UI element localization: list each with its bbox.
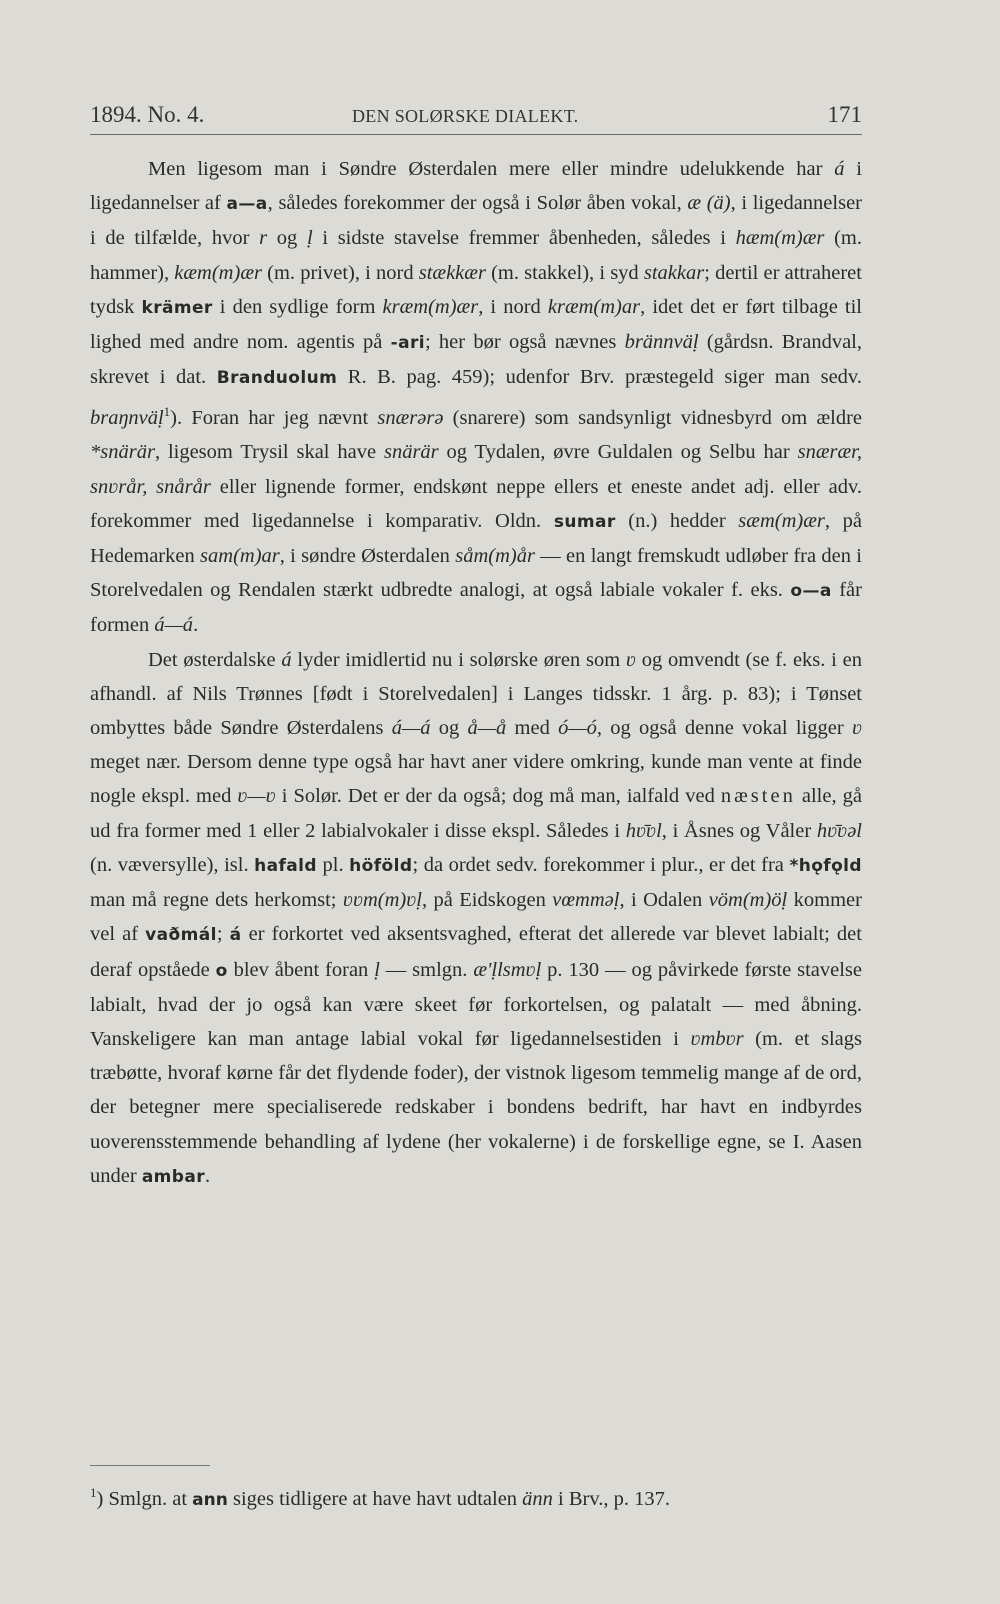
text-run: æ (ä) bbox=[687, 192, 731, 215]
text-run: ʋʋm(m)ʋḷ bbox=[342, 889, 422, 912]
text-run: snærær, snʋrår, snårår bbox=[90, 441, 862, 498]
text-run: hafald bbox=[254, 855, 317, 876]
text-run: *hǫfǫld bbox=[789, 855, 862, 876]
text-run: . bbox=[193, 614, 199, 637]
text-run: meget nær. Dersom denne type også har havt aner videre omkring, kunde man vente at finde nogle ekspl. med bbox=[90, 751, 862, 808]
text-run: blev åbent foran bbox=[227, 958, 375, 981]
text-run: Det østerdalske bbox=[148, 648, 282, 671]
text-run: får formen bbox=[90, 579, 862, 637]
text-run: ḷ bbox=[306, 227, 313, 250]
text-run: lyder imidlertid nu i solørske øren som bbox=[291, 648, 626, 671]
text-run: ambar bbox=[141, 1166, 206, 1187]
text-run: vöm(m)öḷ bbox=[708, 889, 788, 912]
text-run: med bbox=[506, 717, 559, 740]
text-run: , i Odalen bbox=[619, 889, 709, 912]
text-run: og bbox=[267, 227, 307, 250]
text-run: ʋ bbox=[625, 648, 636, 671]
paragraph-2 bbox=[90, 643, 862, 1194]
text-run: stækkær bbox=[418, 261, 486, 284]
text-run: (m. et slags træbøtte, hvoraf kørne får det flydende foder), der vistnok ligesom temmelig mange af de ord, der betegner mere specialiserede redskaber i bondens bedrift, har havt en indbyrdes uoverensstemmende behandling af lydene (her vokalerne) i de forskellige egne, se I. Aasen under bbox=[90, 1027, 862, 1187]
text-run: á bbox=[281, 648, 292, 671]
text-run: i ligedannelser af bbox=[90, 158, 862, 215]
text-run: (gårdsn. Brandval, skrevet i dat. bbox=[90, 331, 862, 389]
text-run: , i søndre Østerdalen bbox=[279, 545, 456, 568]
text-run: siges tidligere at have havt udtalen bbox=[227, 1487, 523, 1510]
text-run: Branduolum bbox=[216, 368, 338, 389]
page-number: 171 bbox=[827, 102, 862, 127]
text-run: og Tydalen, øvre Guldalen og Selbu har bbox=[438, 441, 798, 464]
text-run: sam(m)ar bbox=[200, 545, 280, 568]
text-run: ó—ó bbox=[558, 717, 597, 740]
text-run: , i ligedannelser i de tilfælde, hvor bbox=[90, 192, 863, 250]
text-run: a—a bbox=[226, 194, 268, 215]
text-run: (n.) hedder bbox=[615, 509, 739, 532]
text-run: kæm(m)ær bbox=[174, 261, 262, 284]
text-run: vœmməḷ bbox=[552, 889, 620, 912]
text-run: *snärär bbox=[90, 441, 155, 464]
footnote-divider bbox=[90, 1465, 210, 1466]
text-run: sumar bbox=[553, 511, 616, 532]
text-run: (m. stakkel), i syd bbox=[485, 261, 644, 284]
text-run: (snarere) som sandsynligt vidnesbyrd om ældre bbox=[443, 407, 862, 430]
text-run: á bbox=[229, 925, 242, 946]
text-run: snärär bbox=[383, 441, 439, 464]
text-run: næsten bbox=[720, 785, 796, 808]
text-run: -ari bbox=[390, 333, 425, 354]
text-run: r bbox=[259, 227, 268, 250]
text-run: , i Åsnes og Våler bbox=[661, 819, 817, 842]
header-year-issue: 1894. No. 4. bbox=[90, 102, 205, 127]
text-run: o—a bbox=[790, 581, 832, 602]
text-run: ; dertil er attraheret tydsk bbox=[90, 261, 862, 318]
text-run: o bbox=[215, 960, 228, 981]
text-run: ʋ bbox=[851, 717, 862, 740]
text-run: og bbox=[430, 717, 468, 740]
text-run: såm(m)år bbox=[455, 545, 535, 568]
text-run: i Solør. Det er der da også; dog må man, ialfald ved bbox=[275, 785, 721, 808]
footnote-mark: 1 bbox=[90, 1485, 97, 1500]
text-run: hæm(m)ær bbox=[735, 227, 825, 250]
footnote bbox=[90, 1478, 862, 1515]
text-run: kræm(m)ar bbox=[547, 295, 641, 318]
text-run: ) Smlgn. at bbox=[96, 1487, 193, 1510]
text-run: alle, gå ud fra former med 1 eller 2 labialvokaler i disse ekspl. Således i bbox=[90, 785, 862, 842]
text-run: vaðmál bbox=[145, 925, 217, 946]
text-run: Men ligesom man i Søndre Østerdalen mere eller mindre udelukkende har bbox=[148, 158, 835, 180]
text-run: er forkortet ved aksentsvaghed, efterat det allerede var blevet labialt; det deraf opståede bbox=[90, 923, 862, 981]
text-run: ; da ordet sedv. forekommer i plur., er det fra bbox=[412, 853, 790, 876]
text-run: R. B. pag. 459); udenfor Brv. præstegeld siger man sedv. bbox=[337, 366, 862, 389]
text-run: , på Hedemarken bbox=[90, 509, 862, 568]
main-text bbox=[90, 152, 862, 1194]
text-run: . bbox=[205, 1164, 211, 1187]
text-run: änn bbox=[522, 1487, 553, 1510]
text-run: á—á bbox=[154, 614, 194, 637]
text-run: braŋnväḷ bbox=[90, 407, 164, 430]
text-run: og omvendt (se f. eks. i en afhandl. af Nils Trønnes [født i Storelvedalen] i Langes tidsskr. 1 årg. p. 83); i Tønset ombyttes både Søndre Østerdalens bbox=[90, 648, 862, 740]
running-header bbox=[90, 100, 862, 135]
text-run: kommer vel af bbox=[90, 889, 862, 946]
text-run: á bbox=[834, 158, 845, 180]
footnote-ref: 1 bbox=[163, 404, 171, 420]
text-run: man må regne dets herkomst; bbox=[90, 889, 343, 912]
text-run: ann bbox=[192, 1489, 228, 1510]
text-run: höföld bbox=[349, 855, 413, 876]
text-run: ; her bør også nævnes bbox=[424, 331, 625, 354]
text-run: ; bbox=[216, 923, 230, 946]
text-run: ). Foran har jeg nævnt bbox=[170, 407, 378, 430]
text-run: (m. hammer), bbox=[90, 227, 862, 284]
paragraph-1 bbox=[90, 152, 862, 643]
text-run: kræm(m)ær bbox=[382, 295, 479, 318]
text-run: stakkar bbox=[643, 261, 705, 284]
text-run: brännväḷ bbox=[624, 331, 699, 354]
text-run: (m. privet), i nord bbox=[261, 261, 419, 284]
text-run: i den sydlige form bbox=[212, 295, 383, 318]
text-run: sæm(m)ær bbox=[738, 509, 825, 532]
text-run: p. 130 — og påvirkede første stavelse labialt, hvad der jo også kan være skeet før forkortelsen, og palatalt — med åbning. Vanskeligere kan man antage labial vokal før ligedannelsestiden i bbox=[90, 958, 863, 1050]
text-run: , på Eidskogen bbox=[422, 889, 553, 912]
text-run: , og også denne vokal ligger bbox=[596, 717, 852, 740]
text-run: i sidste stavelse fremmer åbenheden, således i bbox=[312, 227, 736, 250]
text-run: , idet det er ført tilbage til lighed med andre nom. agentis på bbox=[90, 295, 862, 354]
text-run: , i nord bbox=[478, 295, 548, 318]
text-run: pl. bbox=[316, 853, 350, 876]
text-run: å—å bbox=[467, 717, 507, 740]
text-run: ʋ—ʋ bbox=[237, 785, 276, 808]
text-run: ḷ bbox=[374, 958, 380, 981]
text-run: á—á bbox=[391, 717, 431, 740]
text-run: (n. væversylle), isl. bbox=[90, 853, 255, 876]
text-run: , således forekommer der også i Solør åben vokal, bbox=[267, 192, 688, 215]
text-run: hʋ̄ʋəl bbox=[816, 819, 862, 842]
text-run: — en langt fremskudt udløber fra den i Storelvedalen og Rendalen stærkt udbredte analogi, at også labiale vokaler f. eks. bbox=[90, 545, 862, 602]
text-run: , ligesom Trysil skal have bbox=[154, 441, 384, 464]
text-run: eller lignende former, endskønt neppe ellers et eneste andet adj. eller adv. forekommer med ligedannelse i komparativ. Oldn. bbox=[90, 475, 862, 532]
text-run: ʋmbʋr bbox=[690, 1027, 744, 1050]
text-run: — smlgn. bbox=[379, 958, 474, 981]
text-run: i Brv., p. 137. bbox=[552, 1487, 671, 1510]
text-run: æ'ḷlsmʋḷ bbox=[473, 958, 542, 981]
text-run: krämer bbox=[141, 297, 213, 318]
header-title: DEN SOLØRSKE DIALEKT. bbox=[352, 106, 579, 126]
text-run: hʋ̄ʋl bbox=[625, 819, 662, 842]
text-run: snærərə bbox=[377, 407, 444, 430]
